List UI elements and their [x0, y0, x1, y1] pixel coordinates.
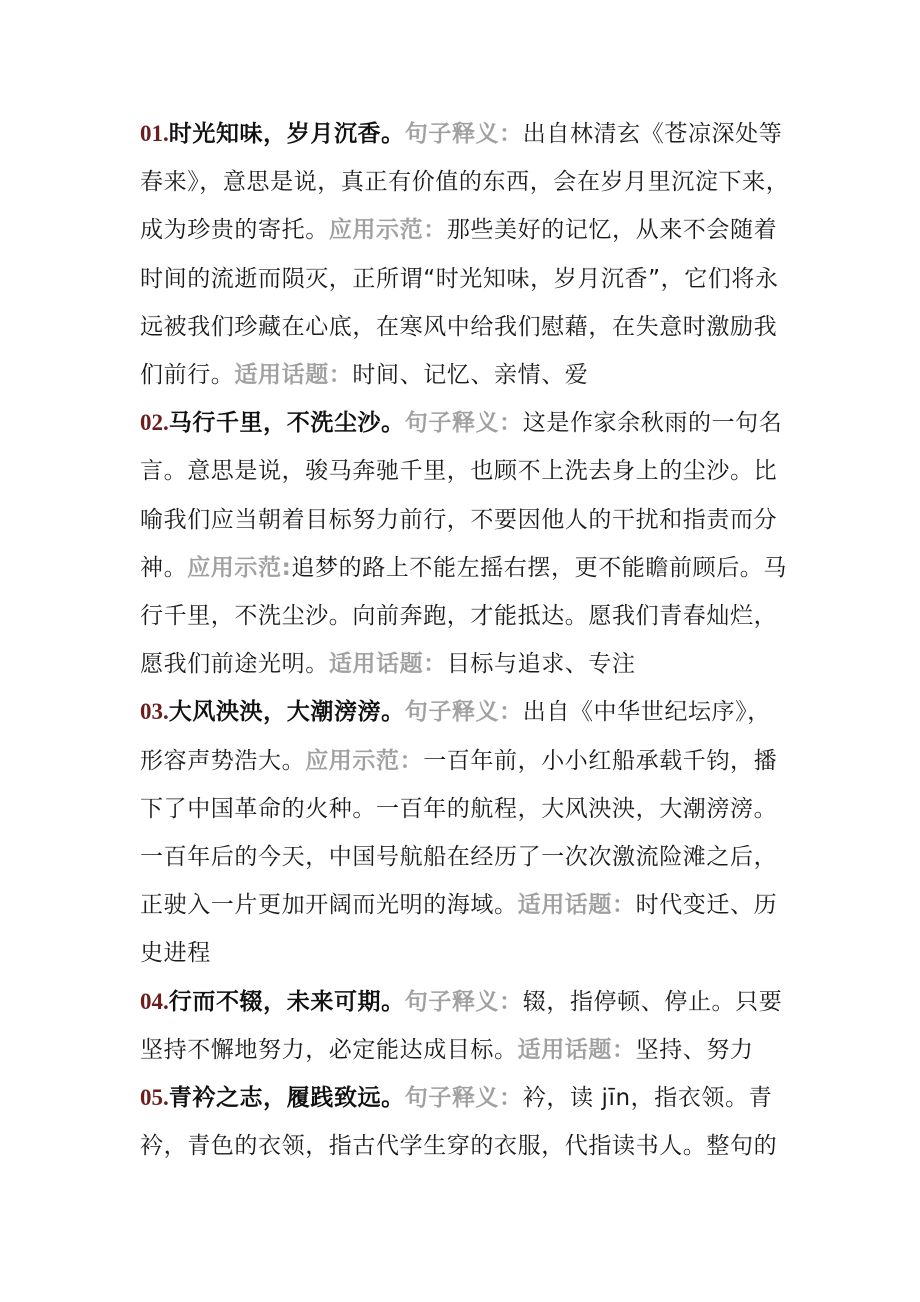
section-text: 坚持、努力 [635, 1036, 754, 1063]
entry-number: 05. [140, 1085, 169, 1111]
section-label: 适用话题： [328, 651, 447, 678]
section-label: 适用话题： [517, 892, 636, 919]
section-label: 应用示范: [187, 554, 292, 581]
entry-title: 青衿之志，履践致远。 [168, 1085, 405, 1112]
quote-entry [140, 110, 790, 399]
section-label: 句子释义： [404, 699, 523, 726]
entry-number: 03. [140, 699, 169, 725]
section-label: 适用话题： [234, 362, 353, 389]
section-label: 应用示范： [328, 217, 447, 244]
section-label: 句子释义： [404, 121, 523, 147]
section-text: 追梦的路上不能左摇右摆，更不能瞻前顾后。马行千里，不洗尘沙。向前奔跑，才能抵达。愿我们青春灿烂，愿我们前途光明。 [140, 554, 788, 678]
section-text: 出自林清玄《苍凉深处等春来》，意思是说，真正有价值的东西，会在岁月里沉淀下来，成为珍贵的寄托。 [140, 121, 790, 244]
section-label: 句子释义： [404, 1085, 523, 1112]
quote-entry [140, 978, 790, 1074]
section-text: 那些美好的记忆，从来不会随着时间的流逝而陨灭，正所谓“时光知味，岁月沉香”，它们将永远被我们珍藏在心底，在寒风中给我们慰藉，在失意时激励我们前行。 [140, 217, 779, 389]
section-text: 时间、记忆、亲情、爱 [352, 362, 589, 389]
document-body [140, 110, 790, 1170]
entry-number: 02. [140, 410, 169, 436]
section-text: 这是作家余秋雨的一句名言。意思是说，骏马奔驰千里，也顾不上洗去身上的尘沙。比喻我们应当朝着目标努力前行，不要因他人的干扰和指责而分神。 [140, 410, 783, 581]
entry-number: 01. [140, 121, 169, 146]
quote-entry [140, 1074, 790, 1170]
section-text: 辍，指停顿、停止。只要坚持不懈地努力，必定能达成目标。 [140, 988, 783, 1063]
entry-title: 行而不辍，未来可期。 [168, 988, 405, 1015]
entry-number: 04. [140, 988, 169, 1014]
section-text: 目标与追求、专注 [446, 651, 636, 678]
entry-title: 马行千里，不洗尘沙。 [168, 410, 405, 437]
section-label: 应用示范： [305, 747, 424, 774]
section-label: 适用话题： [517, 1036, 636, 1063]
section-text: 一百年前，小小红船承载千钧，播下了中国革命的火种。一百年的航程，大风泱泱，大潮滂滂。一百年后的今天，中国号航船在经历了一次次激流险滩之后，正驶入一片更加开阔而光明的海域。 [140, 747, 778, 919]
entry-title: 时光知味，岁月沉香。 [168, 121, 405, 147]
quote-entry [140, 399, 790, 688]
section-label: 句子释义： [404, 988, 523, 1015]
section-label: 句子释义： [404, 410, 523, 437]
section-text: 出自《中华世纪坛序》，形容声势浩大。 [140, 699, 771, 774]
quote-entry [140, 688, 790, 977]
section-text: 时代变迁、历史进程 [140, 892, 778, 967]
section-text: 衿，读 jīn，指衣领。青衿，青色的衣领，指古代学生穿的衣服，代指读书人。整句的 [140, 1085, 778, 1160]
entry-title: 大风泱泱，大潮滂滂。 [168, 699, 405, 726]
